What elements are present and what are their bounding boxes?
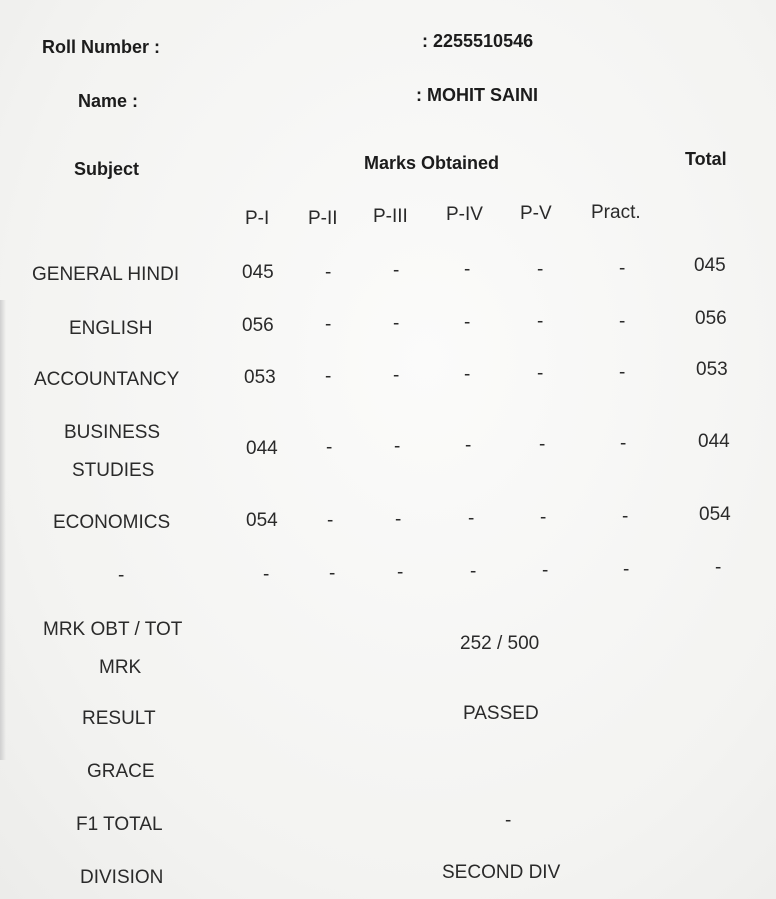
col-header-p5: P-V [520, 203, 552, 224]
mark-cell: - [263, 564, 270, 585]
mark-cell: - [537, 311, 544, 332]
marks-total-label-line-1: MRK OBT / TOT [43, 619, 183, 640]
mark-cell: 044 [246, 438, 278, 459]
subject-name: ACCOUNTANCY [34, 369, 180, 390]
mark-cell: - [464, 364, 471, 385]
mark-cell: - [619, 258, 626, 279]
mark-cell: - [464, 259, 471, 280]
mark-cell: - [470, 561, 477, 582]
subject-name: ENGLISH [69, 318, 153, 339]
name-value: : MOHIT SAINI [416, 85, 538, 105]
mark-cell: - [397, 562, 404, 583]
total-cell: 054 [699, 504, 731, 525]
mark-cell: - [539, 434, 546, 455]
col-header-pract: Pract. [591, 202, 641, 223]
mark-cell: - [542, 560, 549, 581]
roll-number-value: : 2255510546 [422, 31, 534, 51]
mark-cell: - [537, 259, 544, 280]
mark-cell: - [620, 433, 627, 454]
col-header-p4: P-IV [446, 204, 483, 225]
mark-cell: - [325, 314, 332, 335]
name-label: Name : [78, 91, 139, 111]
mark-cell: 053 [244, 367, 276, 388]
col-header-p3: P-III [373, 206, 408, 227]
f1-total-label: F1 TOTAL [76, 814, 163, 835]
mark-cell: - [326, 437, 333, 458]
mark-cell: - [540, 507, 547, 528]
division-value: SECOND DIV [442, 862, 561, 883]
scan-edge [0, 300, 6, 760]
mark-cell: - [622, 506, 629, 527]
subject-name: GENERAL HINDI [32, 264, 180, 285]
mark-cell: - [325, 366, 332, 387]
mark-cell: - [393, 365, 400, 386]
result-label: RESULT [82, 708, 156, 729]
col-header-p1: P-I [245, 208, 270, 229]
total-header: Total [685, 149, 727, 169]
mark-cell: - [395, 509, 402, 530]
col-header-p2: P-II [308, 208, 338, 229]
mark-cell: - [468, 508, 475, 529]
subject-name: ECONOMICS [53, 512, 171, 533]
subject-header: Subject [74, 159, 140, 179]
roll-number-label: Roll Number : [42, 37, 161, 57]
mark-cell: 045 [242, 262, 274, 283]
mark-cell: - [623, 559, 630, 580]
total-cell: - [715, 557, 722, 578]
mark-cell: - [394, 436, 401, 457]
mark-cell: - [464, 312, 471, 333]
mark-cell: - [619, 311, 626, 332]
total-cell: 053 [696, 359, 728, 380]
total-cell: 056 [695, 308, 727, 329]
mark-cell: - [619, 362, 626, 383]
marks-total-value: 252 / 500 [460, 633, 540, 654]
subject-name: - [118, 565, 125, 586]
mark-cell: - [327, 510, 334, 531]
f1-total-value: - [505, 810, 512, 831]
mark-cell: 056 [242, 315, 274, 336]
subject-name-line-2: STUDIES [72, 460, 155, 481]
mark-cell: - [329, 563, 336, 584]
mark-cell: - [325, 262, 332, 283]
mark-cell: - [393, 260, 400, 281]
marks-obtained-header: Marks Obtained [364, 153, 500, 173]
mark-cell: - [537, 363, 544, 384]
grace-label: GRACE [87, 761, 155, 782]
total-cell: 045 [694, 255, 726, 276]
division-label: DIVISION [80, 867, 164, 888]
mark-cell: 054 [246, 510, 278, 531]
result-value: PASSED [463, 703, 539, 724]
mark-cell: - [393, 313, 400, 334]
mark-cell: - [465, 435, 472, 456]
marks-total-label-line-2: MRK [99, 657, 142, 678]
total-cell: 044 [698, 431, 730, 452]
subject-name-line-1: BUSINESS [64, 422, 161, 443]
